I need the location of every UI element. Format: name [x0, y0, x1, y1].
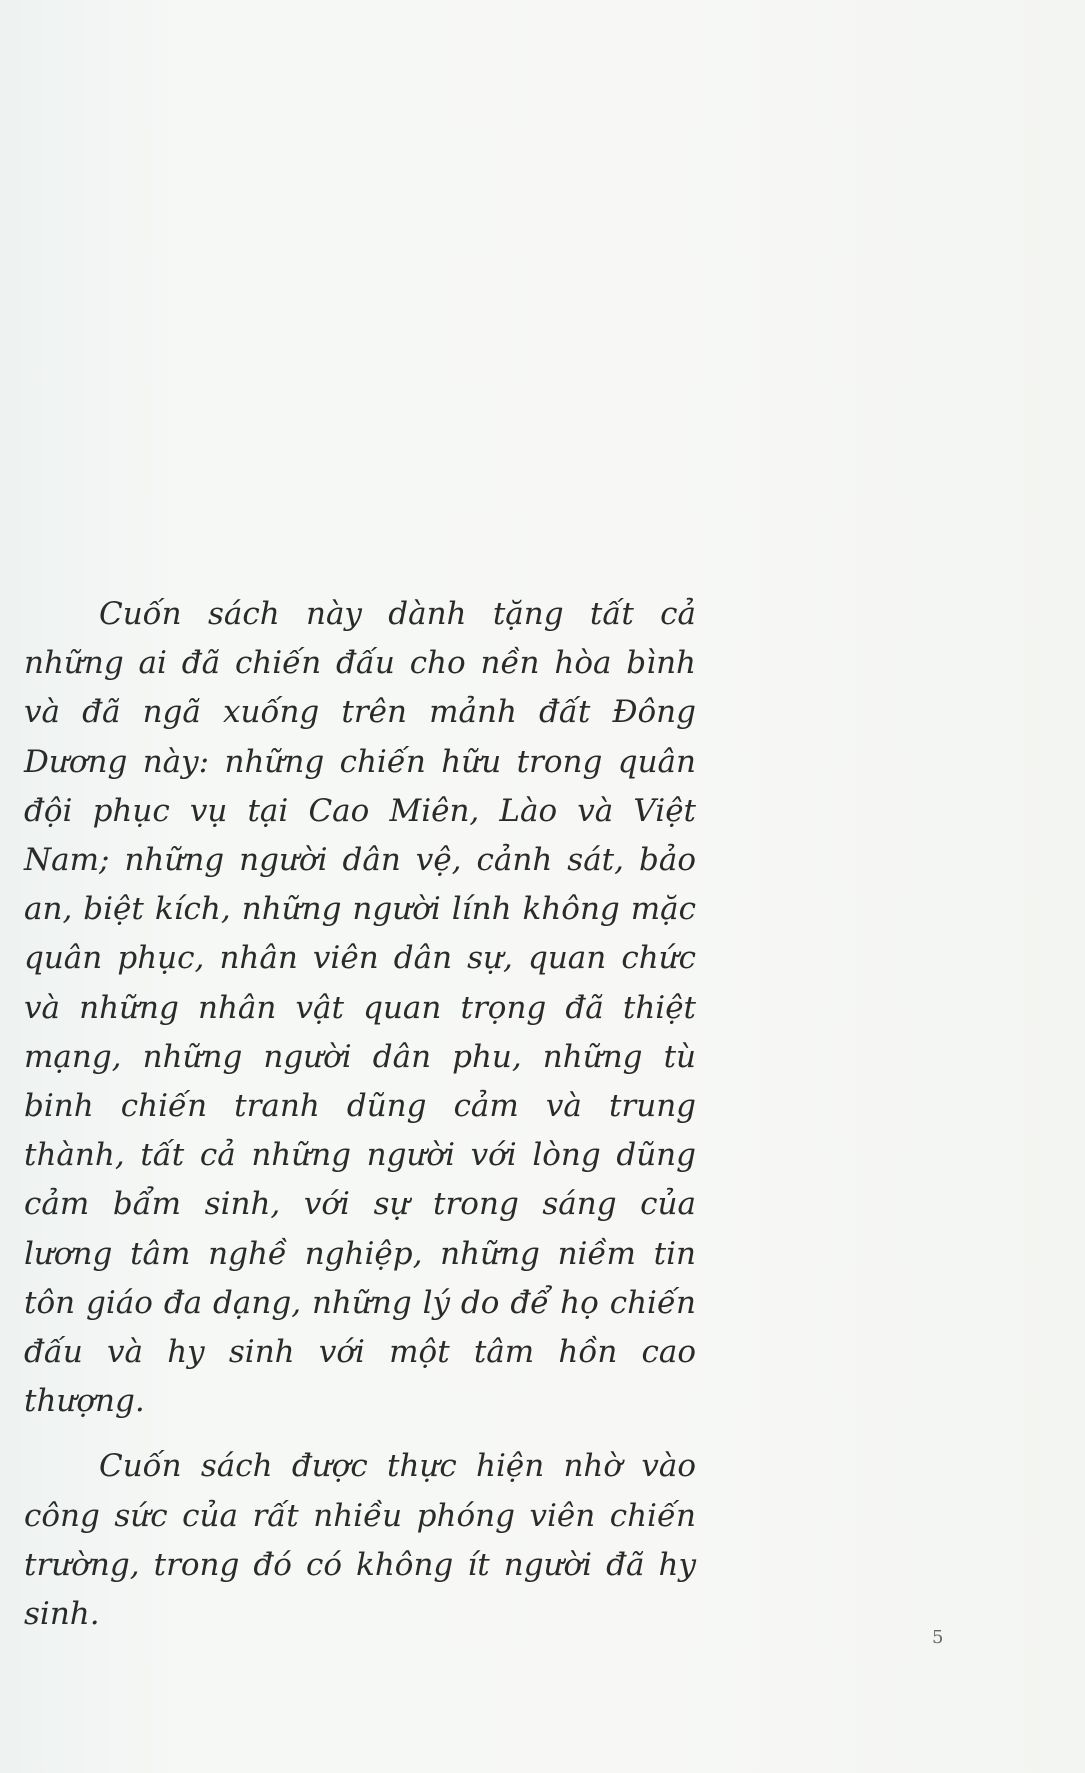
dedication-text-block — [24, 590, 696, 1639]
page-number: 5 — [932, 1627, 944, 1648]
dedication-paragraph-2: Cuốn sách được thực hiện nhờ vào công sức của rất nhiều phóng viên chiến trường, trong đó có không ít người đã hy sinh. — [24, 1448, 696, 1633]
dedication-paragraph-1: Cuốn sách này dành tặng tất cả những ai đã chiến đấu cho nền hòa bình và đã ngã xuống trên mảnh đất Đông Dương này: những chiến hữu trong quân đội phục vụ tại Cao Miên, Lào và Việt Nam; những người dân vệ, cảnh sát, bảo an, biệt kích, những người lính không mặc quân phục, nhân viên dân sự, quan chức và những nhân vật quan trọng đã thiệt mạng, những người dân phu, những tù binh chiến tranh dũng cảm và trung thành, tất cả những người với lòng dũng cảm bẩm sinh, với sự trong sáng của lương tâm nghề nghiệp, những niềm tin tôn giáo đa dạng, những lý do để họ chiến đấu và hy sinh với một tâm hồn cao thượng. — [24, 596, 696, 1420]
